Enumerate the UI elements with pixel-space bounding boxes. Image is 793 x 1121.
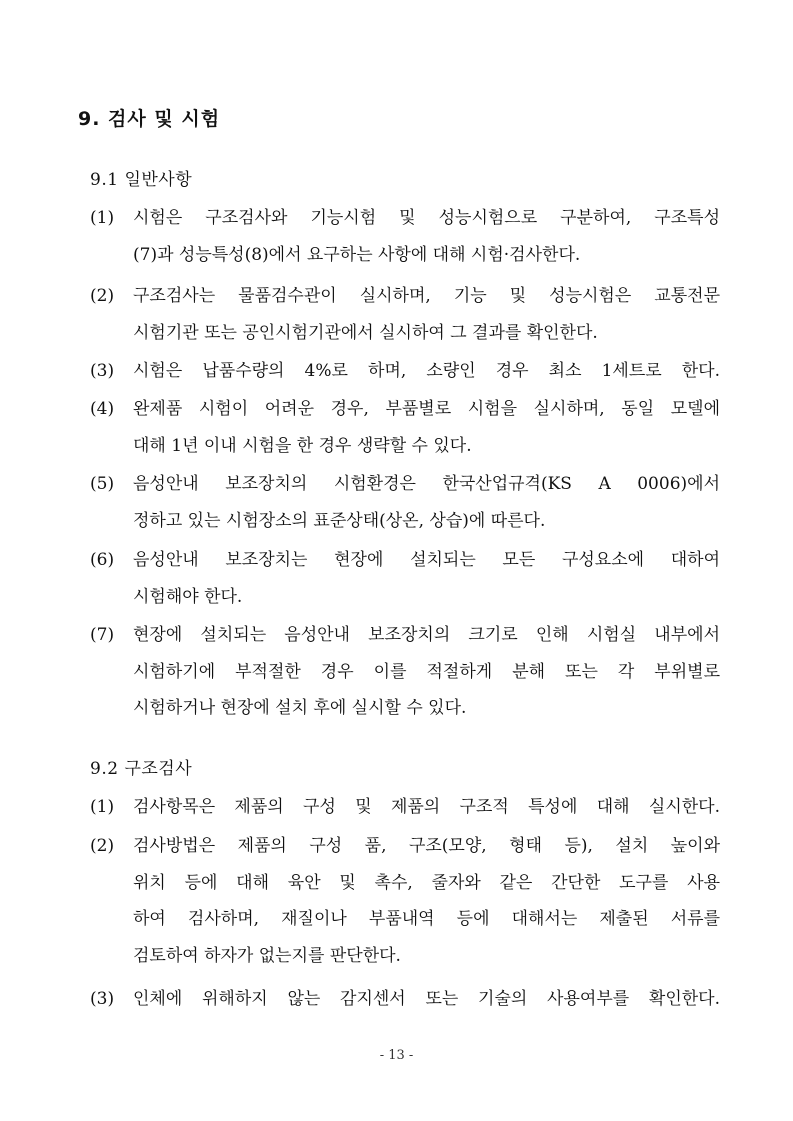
section-heading: 9. 검사 및 시험 [78,108,221,130]
item-line: 시험은 납품수량의 4%로 하며, 소량인 경우 최소 1세트로 한다. [133,361,720,381]
list-item [90,981,720,1018]
item-line: 인체에 위해하지 않는 감지센서 또는 기술의 사용여부를 확인한다. [133,989,720,1009]
item-number: (3) [90,989,115,1009]
item-line: (7)과 성능특성(8)에서 요구하는 사항에 대해 시험·검사한다. [133,244,581,265]
item-number: (2) [90,286,115,306]
list-item [90,200,720,273]
item-line: 음성안내 보조장치는 현장에 설치되는 모든 구성요소에 대하여 [133,550,720,570]
list-item [90,828,720,974]
list-item [90,466,720,539]
item-number: (4) [90,399,115,419]
item-line: 현장에 설치되는 음성안내 보조장치의 크기로 인해 시험실 내부에서 [133,625,720,645]
item-line: 음성안내 보조장치의 시험환경은 한국산업규격(KS A 0006)에서 [133,474,720,494]
item-line: 완제품 시험이 어려운 경우, 부품별로 시험을 실시하며, 동일 모델에 [133,399,720,419]
list-item [90,278,720,351]
subsection-title-general: 9.1 일반사항 [90,170,193,190]
list-item [90,391,720,464]
list-item [90,542,720,615]
page-number: - 13 - [379,1048,414,1063]
item-number: (3) [90,361,115,381]
item-line: 검사방법은 제품의 구성 품, 구조(모양, 형태 등), 설치 높이와 [133,836,720,856]
item-line: 검사항목은 제품의 구성 및 제품의 구조적 특성에 대해 실시한다. [133,797,720,817]
item-line: 구조검사는 물품검수관이 실시하며, 기능 및 성능시험은 교통전문 [133,286,720,306]
list-item [90,789,720,826]
item-line: 시험기관 또는 공인시험기관에서 실시하여 그 결과를 확인한다. [133,322,598,343]
item-line: 시험하거나 현장에 설치 후에 실시할 수 있다. [133,698,467,718]
item-line: 위치 등에 대해 육안 및 촉수, 줄자와 같은 간단한 도구를 사용 [133,872,720,893]
item-line: 검토하여 하자가 없는지를 판단한다. [133,945,401,966]
item-line: 시험하기에 부적절한 경우 이를 적절하게 분해 또는 각 부위별로 [133,661,720,682]
item-number: (2) [90,836,115,856]
item-line: 시험해야 한다. [133,586,243,607]
item-line: 시험은 구조검사와 기능시험 및 성능시험으로 구분하여, 구조특성 [133,208,720,228]
item-line: 정하고 있는 시험장소의 표준상태(상온, 상습)에 따른다. [133,510,546,531]
item-number: (7) [90,625,115,645]
item-number: (1) [90,797,115,817]
subsection-title-structural: 9.2 구조검사 [90,759,193,779]
item-number: (5) [90,474,115,494]
list-item [90,353,720,390]
item-number: (1) [90,208,115,228]
list-item [90,617,720,727]
item-line: 하여 검사하며, 재질이나 부품내역 등에 대해서는 제출된 서류를 [133,909,720,929]
item-line: 대해 1년 이내 시험을 한 경우 생략할 수 있다. [133,435,472,456]
item-number: (6) [90,550,115,570]
